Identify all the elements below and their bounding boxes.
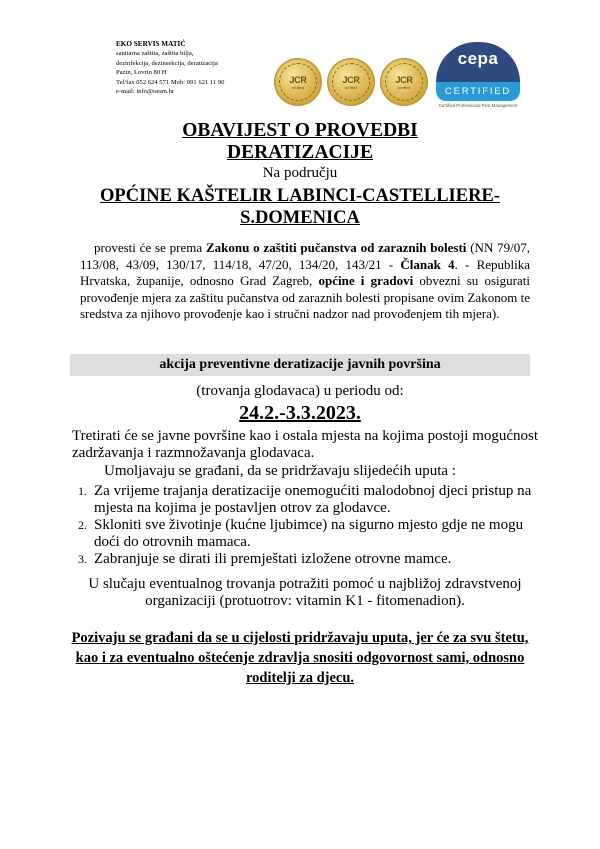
- instructions-list: [72, 483, 542, 568]
- list-number: 2.: [78, 518, 87, 532]
- title-line-2: DERATIZACIJE: [227, 142, 373, 163]
- article-ref: Članak 4: [400, 256, 455, 272]
- period-text: (trovanja glodavaca) u periodu od:: [196, 383, 404, 399]
- date-range: 24.2.-3.3.2023.: [239, 402, 361, 424]
- cepa-certified: CERTIFIED: [436, 82, 520, 101]
- treatment-text: Tretirati će se javne površine kao i ostala mjesta na kojima postoji mogućnost zadržavanja i razmnožavanja glodavaca.: [72, 428, 539, 461]
- request-text: Umoljavaju se građani, da se pridržavaju slijedećih uputa :: [104, 463, 456, 479]
- final-notice: Pozivaju se građani da se u cijelosti pridržavaju uputa, jer će za svu štetu, kao i za eventualno oštećenje zdravlja snositi odgovornost sami, odnosno roditelji za djecu.: [71, 630, 529, 686]
- company-line: sanitarna zaštita, zaštita bilja,: [116, 50, 194, 58]
- poisoning-note: U slučaju eventualnog trovanja potražiti pomoć u najbližoj zdravstvenoj organizaciji (protuotrov: vitamin K1 - fitomenadion).: [88, 576, 522, 609]
- company-info: [116, 40, 224, 96]
- list-number: 1.: [78, 484, 87, 498]
- title-line-1: OBAVIJEST O PROVEDBI: [182, 120, 418, 141]
- municipality-line-2: S.DOMENICA: [240, 208, 360, 228]
- list-text: Skloniti sve životinje (kućne ljubimce) na sigurno mjesto gdje ne mogu doći do otrovnih mamaca.: [94, 517, 524, 550]
- seal-text: JCR: [289, 75, 307, 85]
- seal-subtext: certified: [397, 86, 411, 90]
- cepa-logo: [436, 42, 520, 108]
- page-title: [60, 120, 540, 229]
- intro-text: obvezni su osigurati provođenje mjera za zaštitu pučanstva od zaraznih bolesti propisane ovim Zakonom te sredstva za njihovo provođenje kao i stručni nadzor nad provođenjem tih mjera).: [80, 273, 530, 322]
- list-item: [72, 551, 542, 568]
- jcr-seal-icon: [274, 58, 322, 106]
- jcr-seal-icon: [380, 58, 428, 106]
- seal-subtext: certified: [344, 86, 358, 90]
- seal-subtext: certified: [291, 86, 305, 90]
- na-podrucju: Na području: [262, 165, 338, 181]
- company-line: dezinfekcija, dezinsekcija, deratizacija: [116, 59, 218, 67]
- cepa-tagline: Certified Professional Pest Management: [438, 103, 518, 108]
- municipality-line-1: OPĆINE KAŠTELIR LABINCI-CASTELLIERE-: [100, 186, 500, 206]
- company-line: Tel/fax 052 624 571 Mob: 091 621 11 90: [116, 78, 225, 86]
- seal-text: JCR: [395, 75, 413, 85]
- list-text: Zabranjuje se dirati ili premještati izložene otrovne mamce.: [94, 551, 452, 567]
- jcr-seal-icon: [327, 58, 375, 106]
- company-line: Pazin, Lovrin 80 H: [116, 69, 167, 77]
- law-name: Zakonu o zaštiti pučanstva od zaraznih bolesti: [205, 240, 467, 255]
- intro-text: (NN 79/07, 113/08, 43/09, 130/17, 114/18, 47/20, 134/20, 143/21 -: [80, 240, 530, 272]
- list-item: [72, 517, 542, 551]
- action-band: akcija preventivne deratizacije javnih površina: [70, 354, 530, 376]
- company-line: e-mail: info@oesm.hr: [116, 88, 175, 96]
- entities: općine i gradovi: [318, 273, 414, 289]
- list-number: 3.: [78, 552, 87, 566]
- cepa-name: cepa: [436, 42, 520, 82]
- list-item: [72, 483, 542, 517]
- company-name: EKO SERVIS MATIĆ: [116, 40, 186, 48]
- list-text: Za vrijeme trajanja deratizacije onemogućiti malodobnoj djeci pristup na mjesta na kojima je postavljen otrov za glodavce.: [94, 483, 532, 516]
- intro-paragraph: [80, 240, 530, 323]
- intro-text: provesti će se prema: [94, 240, 206, 255]
- intro-text: . - Republika Hrvatska, županije, odnosno Grad Zagreb,: [80, 256, 531, 289]
- seal-text: JCR: [342, 75, 360, 85]
